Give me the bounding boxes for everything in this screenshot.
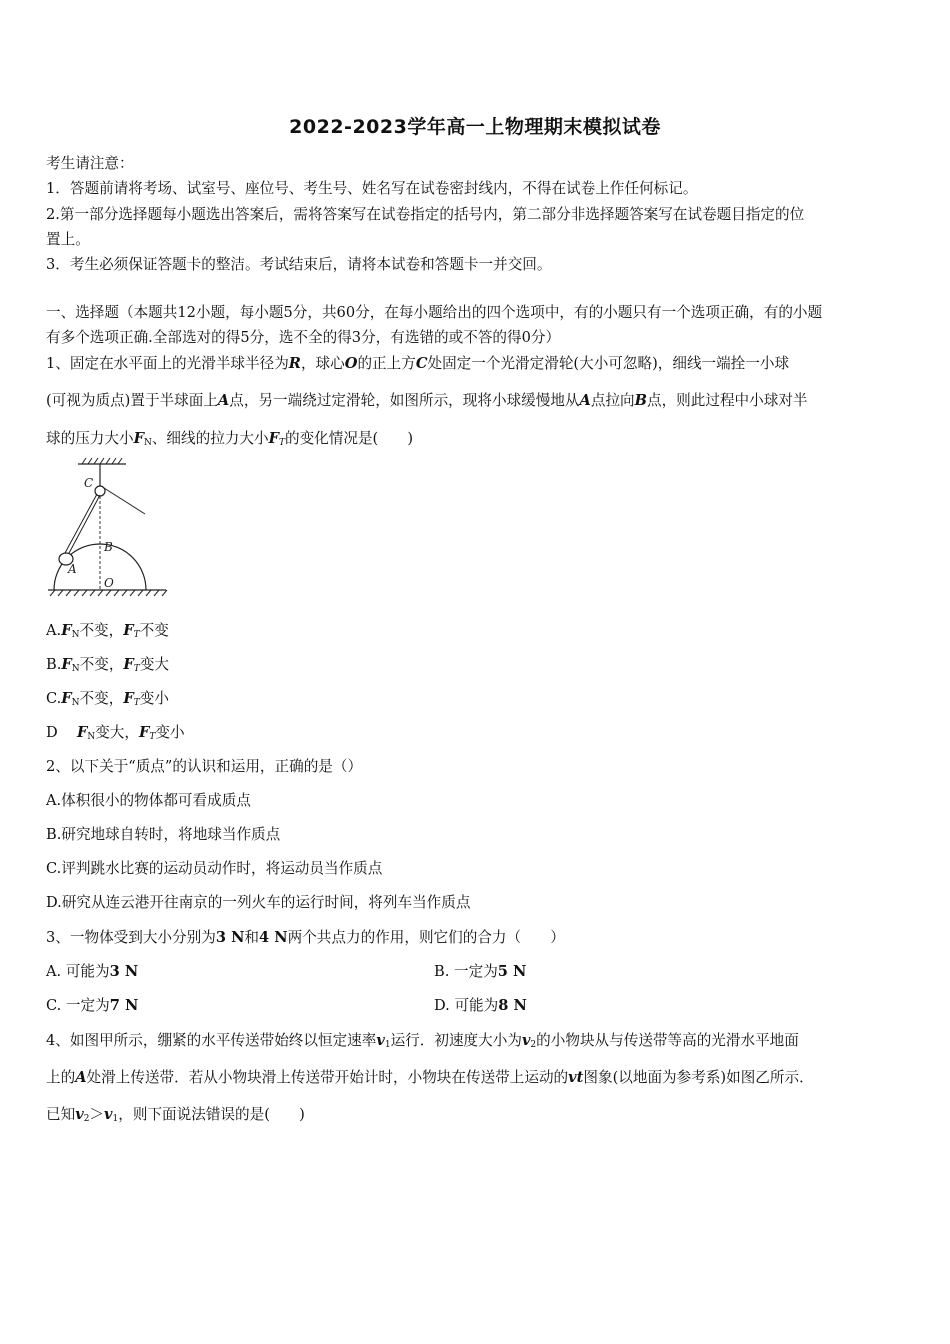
q3-option-b: B. 一定为5 N [434, 963, 527, 980]
notice-item-2-cont: 置上。 [46, 231, 90, 248]
q3-option-d: D. 可能为8 N [434, 997, 527, 1014]
q1-hemisphere-pulley-figure [46, 456, 176, 601]
q2-option-d: D.研究从连云港开往南京的一列火车的运行时间，将列车当作质点 [46, 894, 471, 911]
page-title: 2022-2023学年高一上物理期末模拟试卷 [289, 116, 661, 138]
q1-option-d: D $F_N$变大，$F_T$变小 [46, 724, 185, 742]
figure-label-a: A [68, 562, 77, 576]
q2-option-c: C.评判跳水比赛的运动员动作时，将运动员当作质点 [46, 860, 383, 877]
q1-stem-line-3: 球的压力大小$F_N$、细线的拉力大小$F_T$的变化情况是( ) [46, 430, 414, 448]
q1-option-c: $C.F_N$不变，$F_T$变小 [46, 690, 169, 708]
q3-option-a: A. 可能为3 N [46, 963, 139, 980]
figure-label-o: O [104, 576, 114, 590]
q3-stem: 3、一物体受到大小分别为3 N和4 N两个共点力的作用，则它们的合力（ ） [46, 929, 565, 946]
q4-stem-line-1: 4、如图甲所示，绷紧的水平传送带始终以恒定速率$v_1$运行．初速度大小为$v_2$的小物块从与传送带等高的光滑水平地面 [46, 1032, 799, 1050]
notice-heading: 考生请注意： [46, 155, 134, 172]
q4-stem-line-3: 已知$v_2>v_1$，则下面说法错误的是( ) [46, 1106, 305, 1124]
q2-option-b: B.研究地球自转时，将地球当作质点 [46, 826, 281, 843]
section-1-instructions-cont: 有多个选项正确.全部选对的得5分，选不全的得3分，有选错的或不答的得0分） [46, 329, 561, 346]
notice-item-3: 3．考生必须保证答题卡的整洁。考试结束后，请将本试卷和答题卡一并交回。 [46, 256, 552, 273]
q1-stem-line-1: 1、固定在水平面上的光滑半球半径为R，球心O的正上方C处固定一个光滑定滑轮(大小可忽略)，细线一端拴一小球 [46, 355, 790, 372]
figure-label-b: B [104, 540, 113, 554]
q2-option-a: A.体积很小的物体都可看成质点 [46, 792, 251, 809]
q1-stem-line-2: (可视为质点)置于半球面上A点，另一端绕过定滑轮，如图所示，现将小球缓慢地从A点拉向B点，则此过程中小球对半 [46, 392, 808, 409]
q3-option-c: C. 一定为7 N [46, 997, 139, 1014]
section-1-instructions: 一、选择题（本题共12小题，每小题5分，共60分，在每小题给出的四个选项中，有的小题只有一个选项正确，有的小题 [46, 304, 823, 321]
q2-stem: 2、以下关于“质点”的认识和运用，正确的是（） [46, 758, 363, 775]
notice-item-1: 1．答题前请将考场、试室号、座位号、考生号、姓名写在试卷密封线内，不得在试卷上作任何标记。 [46, 180, 698, 197]
q1-option-a: $A.F_N$不变，$F_T$不变 [46, 622, 169, 640]
figure-label-c: C [84, 476, 94, 490]
q1-option-b: $B.F_N$不变，$F_T$变大 [46, 656, 170, 674]
notice-item-2: 2.第一部分选择题每小题选出答案后，需将答案写在试卷指定的括号内，第二部分非选择题答案写在试卷题目指定的位 [46, 206, 805, 223]
q4-stem-line-2: 上的A处滑上传送带．若从小物块滑上传送带开始计时，小物块在传送带上运动的vt图象(以地面为参考系)如图乙所示． [46, 1069, 814, 1086]
